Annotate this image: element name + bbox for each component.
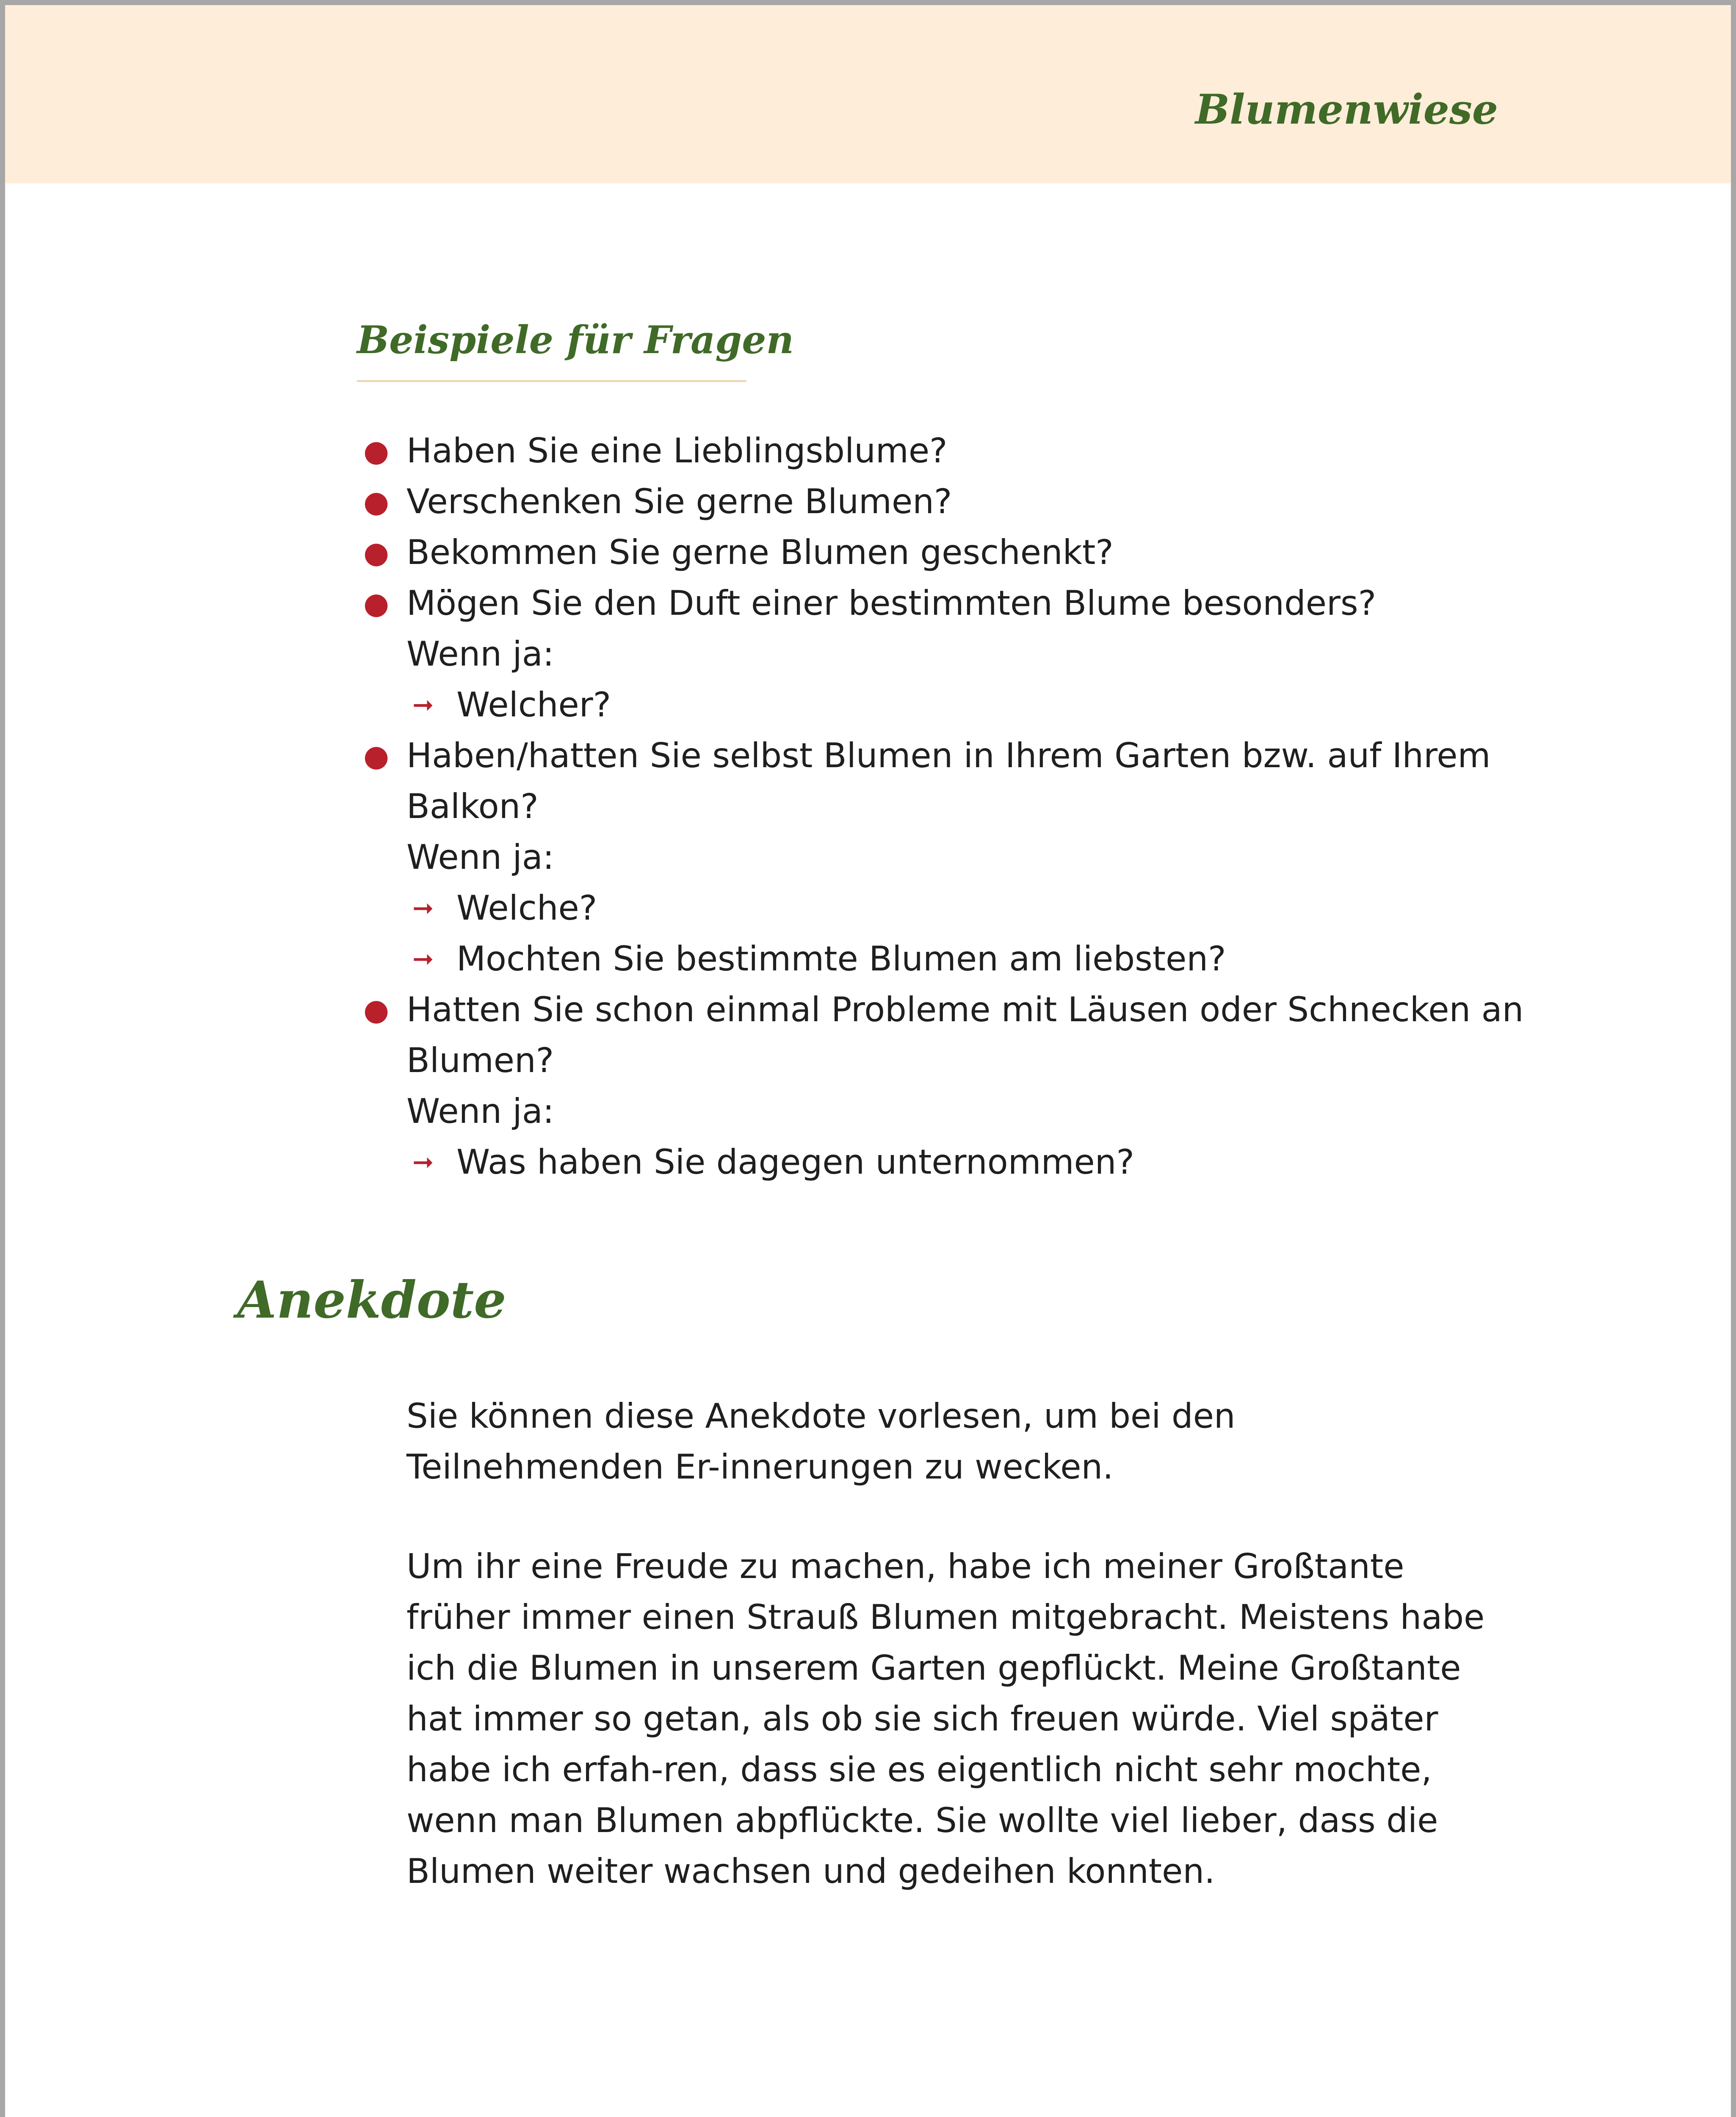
bullet-icon: ● — [363, 535, 390, 570]
followup-item — [406, 934, 1533, 984]
followup-text: Welcher? — [456, 685, 611, 724]
arrow-right-icon: ➞ — [412, 944, 434, 974]
question-text: Mögen Sie den Duft einer bestimmten Blume besonders? — [406, 583, 1377, 623]
bullet-icon: ● — [363, 738, 390, 773]
question-text: Haben/hatten Sie selbst Blumen in Ihrem Garten bzw. auf Ihrem Balkon? — [406, 736, 1491, 826]
followup-list — [406, 1137, 1533, 1188]
bullet-icon: ● — [363, 434, 390, 468]
list-item — [363, 476, 1533, 527]
list-item — [363, 527, 1533, 578]
followup-text: Was haben Sie dagegen unternommen? — [456, 1142, 1134, 1182]
list-item — [363, 426, 1533, 476]
arrow-right-icon: ➞ — [412, 1147, 434, 1177]
question-text: Verschenken Sie gerne Blumen? — [406, 482, 952, 521]
followup-list — [406, 883, 1533, 984]
questions-heading: Beispiele für Fragen — [357, 318, 794, 362]
followup-intro: Wenn ja: — [406, 837, 554, 877]
question-text: Bekommen Sie gerne Blumen geschenkt? — [406, 533, 1114, 572]
arrow-right-icon: ➞ — [412, 893, 434, 923]
anecdote-story: Um ihr eine Freude zu machen, habe ich meiner Großtante früher immer einen Strauß Blumen mitgebracht. Meistens habe ich die Blumen in unserem Garten gepflückt. Meine Großtante hat immer so getan, als ob sie sich freuen würde. Viel später habe ich erfah-ren, dass sie es eigentlich nicht sehr mochte, wenn man Blumen abpflückte. Sie wollte viel lieber, dass die Blumen weiter wachsen und gedeihen konnten. — [406, 1547, 1485, 1891]
anecdote-intro: Sie können diese Anekdote vorlesen, um bei den Teilnehmenden Er-innerungen zu wecken. — [406, 1396, 1236, 1487]
followup-intro: Wenn ja: — [406, 1092, 554, 1131]
bullet-icon: ● — [363, 992, 390, 1027]
followup-text: Mochten Sie bestimmte Blumen am liebsten? — [456, 939, 1226, 978]
followup-item — [406, 1137, 1533, 1188]
running-head: Blumenwiese — [1195, 86, 1498, 133]
bullet-icon: ● — [363, 484, 390, 519]
followup-item — [406, 883, 1533, 934]
bullet-icon: ● — [363, 586, 390, 621]
question-text: Hatten Sie schon einmal Probleme mit Läusen oder Schnecken an Blumen? — [406, 990, 1524, 1080]
followup-intro: Wenn ja: — [406, 634, 554, 674]
followup-list — [406, 680, 1533, 730]
list-item — [363, 730, 1533, 984]
questions-list — [363, 426, 1533, 1188]
heading-underline — [357, 380, 746, 382]
question-text: Haben Sie eine Lieblingsblume? — [406, 431, 948, 470]
anecdote-title: Anekdote — [237, 1270, 506, 1330]
arrow-right-icon: ➞ — [412, 690, 434, 720]
followup-text: Welche? — [456, 888, 597, 928]
header-band — [5, 5, 1731, 183]
list-item — [363, 984, 1533, 1188]
followup-item — [406, 680, 1533, 730]
list-item — [363, 578, 1533, 730]
